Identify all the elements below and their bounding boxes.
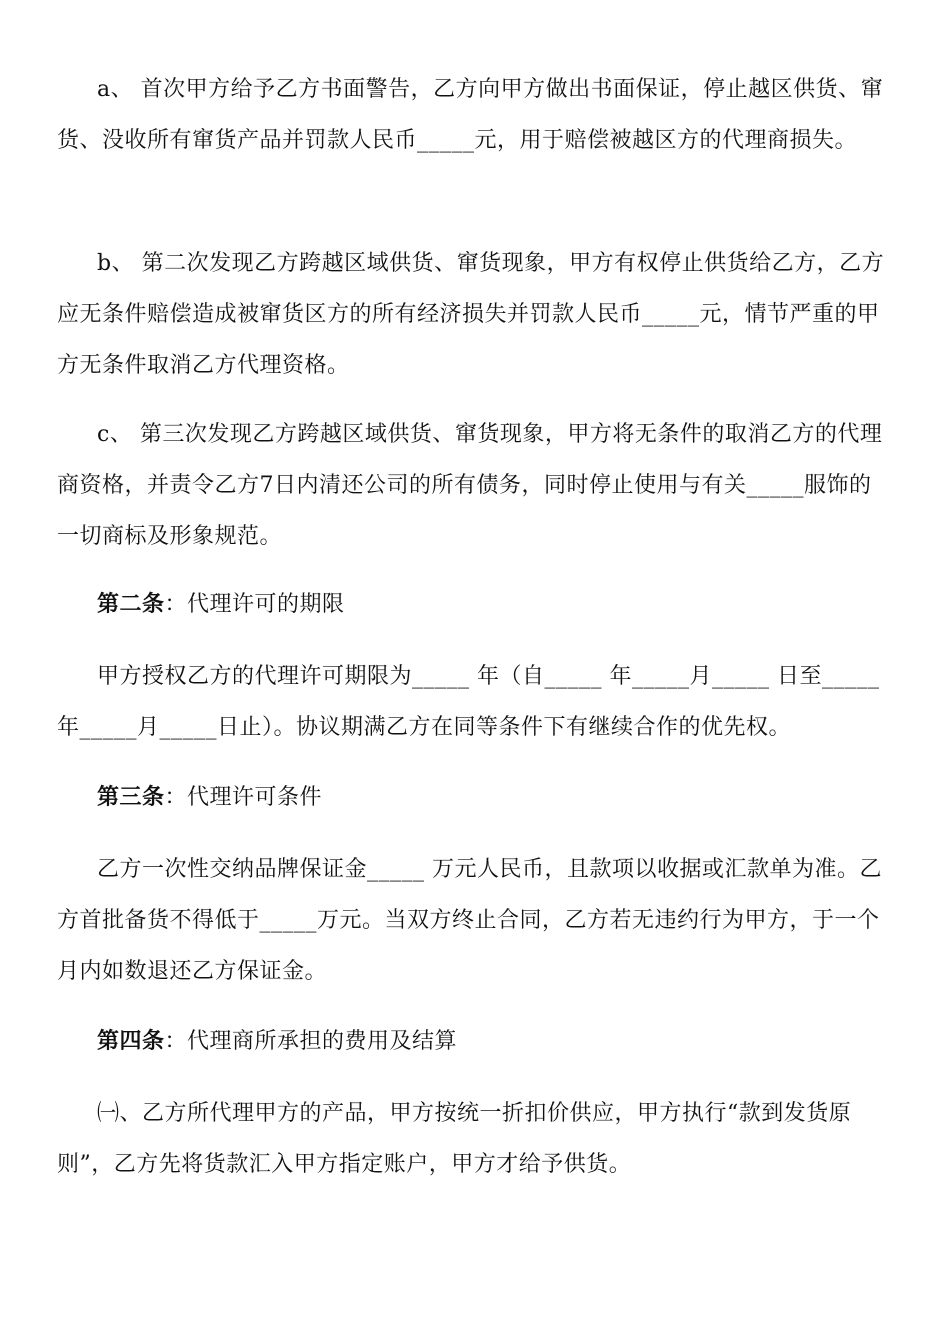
article-4-body: ㈠、乙方所代理甲方的产品，甲方按统一折扣价供应，甲方执行“款到发货原则”，乙方先将货款汇入甲方指定账户，甲方才给予供货。	[57, 1101, 852, 1177]
article-3-label: 第三条	[97, 785, 165, 810]
clause-a: a、 首次甲方给予乙方书面警告，乙方向甲方做出书面保证，停止越区供货、窜货、没收所有窜货产品并罚款人民币_____元，用于赔偿被越区方的代理商损失。	[57, 77, 884, 153]
article-2-title: ：代理许可的期限	[164, 592, 345, 617]
article-3-title: ：代理许可条件	[164, 785, 323, 810]
article-4-heading	[97, 1022, 457, 1062]
clause-c: c、 第三次发现乙方跨越区域供货、窜货现象，甲方将无条件的取消乙方的代理商资格，并责令乙方7日内清还公司的所有债务，同时停止使用与有关_____服饰的一切商标及形象规范。	[57, 422, 883, 549]
article-3-heading	[97, 778, 322, 818]
clause-b: b、 第二次发现乙方跨越区域供货、窜货现象，甲方有权停止供货给乙方，乙方应无条件赔偿造成被窜货区方的所有经济损失并罚款人民币_____元，情节严重的甲方无条件取消乙方代理资格。	[57, 251, 885, 378]
article-4-title: ：代理商所承担的费用及结算	[164, 1029, 458, 1054]
article-2-heading	[97, 585, 345, 625]
article-2-body: 甲方授权乙方的代理许可期限为_____ 年（自_____ 年_____月_____ 日至_____年_____月_____日止）。协议期满乙方在同等条件下有继续合作的优先权。	[57, 664, 880, 740]
article-2-label: 第二条	[97, 592, 165, 617]
article-4-label: 第四条	[97, 1029, 165, 1054]
article-3-body: 乙方一次性交纳品牌保证金_____ 万元人民币，且款项以收据或汇款单为准。乙方首批备货不得低于_____万元。当双方终止合同，乙方若无违约行为甲方，于一个月内如数退还乙方保证金。	[57, 857, 882, 984]
